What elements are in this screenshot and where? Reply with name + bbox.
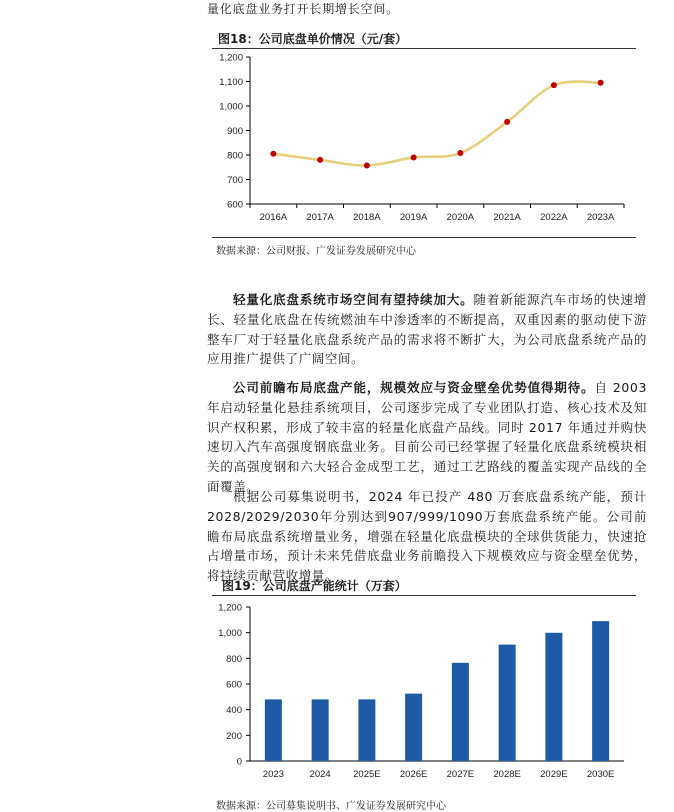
price-chart-y-ticks [219, 53, 250, 211]
price-chart-x-label: 2023A [586, 212, 615, 223]
price-chart-axes [250, 57, 624, 208]
paragraph-market-space-body: 随着新能源汽车市场的快速增长、轻量化底盘在传统燃油车中渗透率的不断提高，双重因素的驱动使下游整车厂对于轻量化底盘系统产品的需求将不断扩大，为公司底盘系统产品的应用推广提供了广阔空间。 [207, 292, 647, 367]
price-chart-y-tick-label: 700 [227, 175, 243, 186]
capacity-chart-y-tick-label: 800 [226, 653, 242, 665]
figure18-source: 数据来源：公司财报、广发证券发展研究中心 [216, 246, 416, 257]
price-data-point [504, 119, 510, 125]
capacity-chart-x-label: 2027E [446, 769, 475, 780]
price-chart-y-tick-label: 1,200 [219, 52, 243, 64]
figure18-title: 图18：公司底盘单价情况（元/套） [218, 32, 408, 46]
price-data-point [270, 151, 276, 157]
capacity-bar [592, 621, 609, 761]
capacity-chart-x-label: 2029E [540, 769, 568, 780]
price-chart-y-tick-label: 900 [227, 126, 243, 137]
capacity-chart-y-tick-label: 400 [226, 705, 242, 717]
price-chart-x-label: 2022A [540, 212, 568, 223]
capacity-chart-x-label: 2024 [309, 769, 331, 780]
price-chart-x-label: 2019A [399, 212, 428, 223]
capacity-bar-chart [212, 597, 636, 793]
price-data-point [598, 80, 604, 86]
capacity-chart-x-labels [263, 769, 615, 780]
paragraph-market-space-lead: 轻量化底盘系统市场空间有望持续加大。 [233, 292, 474, 307]
figure18-bottom-rule [212, 237, 636, 238]
price-chart-x-label: 2021A [493, 212, 521, 223]
capacity-chart-bars [265, 621, 609, 761]
price-chart-y-tick-label: 1,100 [219, 77, 243, 88]
price-data-point [411, 154, 417, 160]
capacity-bar [312, 699, 329, 761]
price-chart-x-label: 2017A [306, 212, 334, 223]
figure19-title: 图19：公司底盘产能统计（万套） [222, 579, 407, 593]
capacity-bar [265, 699, 282, 761]
price-chart-x-label: 2016A [259, 212, 288, 223]
paragraph-capacity-layout [207, 378, 647, 497]
price-chart-x-labels [260, 212, 615, 223]
price-series-line [273, 82, 600, 166]
paragraph-market-space [207, 290, 647, 369]
price-chart-x-label: 2020A [446, 212, 475, 223]
price-chart-series [273, 82, 600, 166]
capacity-chart-y-tick-label: 0 [236, 756, 242, 768]
capacity-bar [545, 633, 562, 761]
price-chart-y-tick-label: 800 [227, 150, 243, 162]
capacity-chart-y-tick-label: 600 [226, 679, 242, 691]
paragraph-capacity-layout-body: 自 2003 年启动轻量化悬挂系统项目，公司逐步完成了专业团队打造、核心技术及知识产权积累，形成了较丰富的轻量化底盘产品线。同时 2017 年通过并购快速切入汽车高强度钢底盘业务。目前公司已经掌握了轻量化底盘系统模块相关的高强度钢和六大轻合金成型工艺，通过工艺路线的覆盖实现产品线的全面覆盖。 [207, 380, 647, 494]
capacity-chart-x-label: 2026E [399, 769, 428, 780]
capacity-chart-y-ticks [218, 603, 250, 768]
price-data-point [364, 163, 370, 169]
capacity-bar [452, 663, 469, 761]
price-chart-y-tick-label: 1,000 [219, 101, 243, 113]
capacity-chart-x-label: 2025E [353, 769, 381, 780]
price-chart-points [270, 80, 603, 169]
capacity-bar [405, 694, 422, 761]
price-data-point [317, 157, 323, 163]
capacity-chart-axes [250, 607, 624, 761]
price-data-point [457, 150, 463, 156]
capacity-chart-x-label: 2030E [586, 769, 615, 780]
figure19-top-rule [212, 595, 636, 596]
price-chart-x-label: 2018A [353, 212, 381, 223]
capacity-chart-y-tick-label: 1,000 [218, 628, 242, 640]
price-line-chart [212, 49, 636, 235]
capacity-bar [499, 645, 516, 761]
capacity-chart-x-label: 2028E [493, 769, 521, 780]
paragraph-prospectus-body: 根据公司募集说明书，2024 年已投产 480 万套底盘系统产能，预计2028/2029/2030年分别达到907/999/1090万套底盘系统产能。公司前瞻布局底盘系统增量业务，增强在轻量化底盘模块的全球供货能力，快速抢占增量市场，预计未来凭借底盘业务前瞻投入下规模效应与资金壁垒优势，将持续贡献营收增量。 [207, 489, 647, 584]
figure19-source: 数据来源：公司募集说明书、广发证券发展研究中心 [216, 801, 446, 812]
paragraph-capacity-layout-lead: 公司前瞻布局底盘产能，规模效应与资金壁垒优势值得期待。 [233, 380, 595, 395]
paragraph-prospectus [207, 487, 647, 586]
capacity-chart-y-tick-label: 200 [226, 730, 242, 742]
capacity-chart-y-tick-label: 1,200 [218, 602, 242, 614]
capacity-chart-x-label: 2023 [262, 769, 284, 780]
capacity-bar [358, 699, 375, 761]
price-chart-y-tick-label: 600 [227, 199, 243, 211]
price-data-point [551, 82, 557, 88]
top-text-line: 量化底盘业务打开长期增长空间。 [207, 2, 400, 16]
